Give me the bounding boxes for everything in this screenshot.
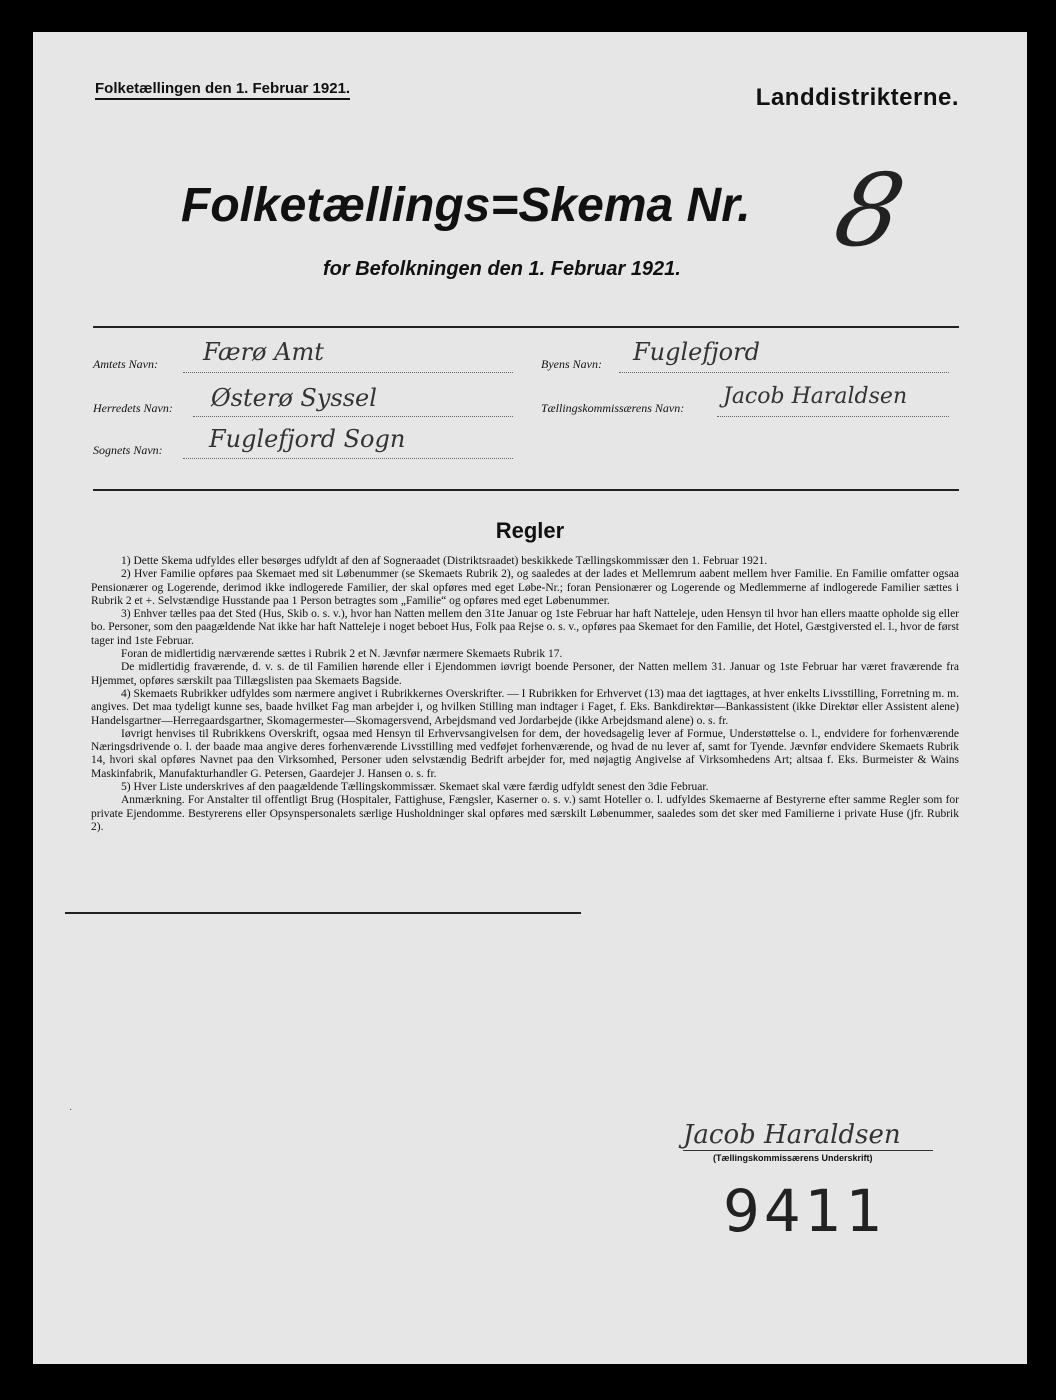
form-title: Folketællings=Skema Nr. bbox=[181, 179, 751, 232]
signature-handwritten: Jacob Haraldsen bbox=[683, 1120, 901, 1150]
handwritten-archive-number: 9411 bbox=[723, 1177, 887, 1245]
signature-caption: (Tællingskommissærens Underskrift) bbox=[713, 1153, 873, 1163]
sogn-dotted-line bbox=[183, 458, 513, 459]
amt-dotted-line bbox=[183, 372, 513, 373]
top-divider bbox=[93, 326, 959, 328]
fields-divider bbox=[93, 489, 959, 491]
signature-line bbox=[683, 1150, 933, 1151]
sogn-value: Fuglefjord Sogn bbox=[209, 425, 406, 453]
kommissaer-value: Jacob Haraldsen bbox=[723, 384, 908, 409]
district-type-header: Landdistrikterne. bbox=[755, 84, 959, 111]
census-date-header: Folketællingen den 1. Februar 1921. bbox=[95, 80, 350, 100]
rules-heading: Regler bbox=[495, 518, 565, 543]
herred-value: Østerø Syssel bbox=[211, 384, 377, 412]
amt-value: Færø Amt bbox=[203, 338, 324, 366]
bottom-divider bbox=[65, 912, 581, 914]
rule-3-absent: De midlertidig fraværende, d. v. s. de til Familien hørende eller i Ejendommen iøvrigt boende Personer, der Natten mellem 31. Januar og 1ste Februar har været fraværende fra Hjemmet, opføres særskilt paa Tillægslisten paa Skemaets Bagside. bbox=[91, 661, 959, 687]
schema-number-handwritten: 8 bbox=[825, 152, 915, 269]
rule-3-present: Foran de midlertidig nærværende sættes i Rubrik 2 et N. Jævnfør nærmere Skemaets Rubrik 17. bbox=[121, 648, 563, 661]
herred-dotted-line bbox=[193, 416, 513, 417]
form-subtitle: for Befolkningen den 1. Februar 1921. bbox=[323, 258, 681, 280]
rule-5: 5) Hver Liste underskrives af den paagældende Tællingskommissær. Skemaet skal være færdig udfyldt senest den 3die Februar. bbox=[121, 781, 709, 794]
by-label: Byens Navn: bbox=[541, 357, 602, 371]
amt-label: Amtets Navn: bbox=[93, 357, 158, 371]
rule-2: 2) Hver Familie opføres paa Skemaet med sit Løbenummer (se Skemaets Rubrik 2), og saaledes at der lades et Mellemrum aabent mellem hver Familie. En Familie omfatter ogsaa Pensionærer og Logerende, derimod ikke indlogerede Familier, der skal opføres med eget Løbe-Nr.; foran Pensionærer og Logerende og Medlemmerne af indlogerede Familier sættes i Rubrik 2 et +. Selvstændige Husstande paa 1 Person betragtes som „Familie“ og opføres med eget Løbenummer. bbox=[91, 568, 959, 607]
rule-3: 3) Enhver tælles paa det Sted (Hus, Skib o. s. v.), hvor han Natten mellem den 31te Januar og 1ste Februar har haft Natteleje, uden Hensyn til hvor han ellers maatte opholde sig eller bo. Personer, som den paagældende Nat ikke har haft Natteleje i noget beboet Hus, Folk paa Rejse o. s. v., opføres paa Skemaet for den Familie, det Hotel, Gæstgiversted el. l., hvor de først tager ind 1ste Februar. bbox=[91, 608, 959, 647]
rule-4: 4) Skemaets Rubrikker udfyldes som nærmere angivet i Rubrikkernes Overskrifter. — I Rubrikken for Erhvervet (13) maa det iagttages, at hver enkelts Livsstilling, Forretning m. m. angives. Det maa tydeligt kunne ses, baade hvilket Fag man arbejder i, og hvilken Stilling man indtager i Faget, f. Eks. Bankdirektør—Bankassistent (ikke Direktør eller Assistent alene) Handelsgartner—Herregaardsgartner, Skomagermester—Skomagersvend, Arbejdsmand ved Jordarbejde (ikke Arbejdsmand alene) o. s. fr. bbox=[91, 687, 959, 727]
rule-remark: Anmærkning. For Anstalter til offentligt Brug (Hospitaler, Fattighuse, Fængsler, Kaserner o. s. v.) samt Hoteller o. l. udfyldes Skemaerne af Bestyrerne efter samme Regler som for private Ejendomme. Bestyrerens eller Opsynspersonalets særlige Husholdninger skal opføres med særskilt Løbenummer, saaledes som det sker med Familierne i private Huse (jfr. Rubrik 2). bbox=[91, 794, 959, 833]
by-dotted-line bbox=[619, 372, 949, 373]
rule-4-continued: Iøvrigt henvises til Rubrikkens Overskrift, ogsaa med Hensyn til Erhvervsangivelsen for dem, der hovedsagelig lever af Formue, Understøttelse o. l., endvidere for forhenværende Næringsdrivende o. l. der baade maa angive deres forhenværende Livsstilling med vedføjet forhenværende, og hvad de nu lever af, samt for Tyende. Jævnfør endvidere Skemaets Rubrik 14, hvori skal opføres Navnet paa den Virksomhed, Personer uden selvstændig Bedrift arbejder for, med nøjagtig Angivelse af Virksomhedens Art; altsaa f. Eks. Burmeister & Wains Maskinfabrik, Manufakturhandler G. Petersen, Gaardejer J. Hansen o. s. fr. bbox=[91, 727, 959, 780]
kommissaer-label: Tællingskommissærens Navn: bbox=[541, 401, 685, 415]
by-value: Fuglefjord bbox=[633, 338, 760, 366]
sogn-label: Sognets Navn: bbox=[93, 443, 163, 457]
kommissaer-dotted-line bbox=[717, 416, 949, 417]
herred-label: Herredets Navn: bbox=[93, 401, 173, 415]
rules-text bbox=[91, 555, 959, 834]
census-form-page bbox=[33, 32, 1027, 1364]
rule-1: 1) Dette Skema udfyldes eller besørges udfyldt af den af Sogneraadet (Distriktsraadet) beskikkede Tællingskommissær den 1. Februar 1921. bbox=[121, 555, 768, 567]
ink-dot: · bbox=[69, 1104, 73, 1115]
